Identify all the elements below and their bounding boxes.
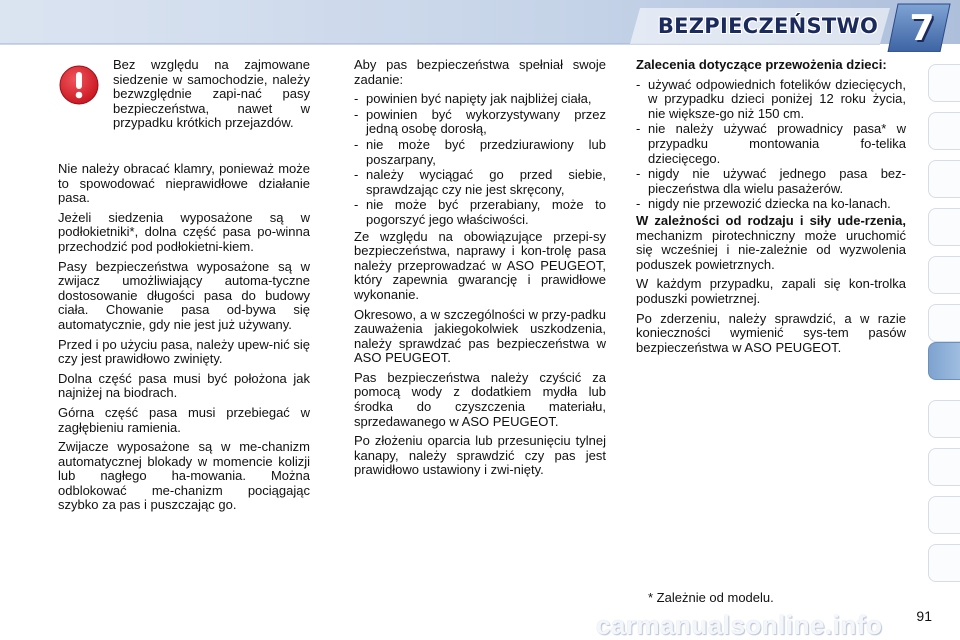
chapter-tab-10[interactable]: [928, 496, 960, 534]
paragraph: Dolna część pasa musi być położona jak najniżej na biodrach.: [58, 370, 310, 401]
paragraph: Górna część pasa musi przebiegać w zagłębieniu ramienia.: [58, 404, 310, 435]
exclamation-circle-icon: [58, 64, 100, 106]
chapter-tab-2[interactable]: [928, 112, 960, 150]
paragraph-intro: Aby pas bezpieczeństwa spełniał swoje zadanie:: [354, 57, 606, 87]
requirements-list: [354, 92, 606, 227]
warning-block: [58, 58, 310, 154]
paragraph: Po złożeniu oparcia lub przesunięciu tylnej kanapy, należy sprawdzić czy pas jest prawidłowo ustawiony i zwi-nięty.: [354, 433, 606, 478]
paragraph: Ze względu na obowiązujące przepi-sy bezpieczeństwa, naprawy i kon-trolę pasa należy przeprowadzać w ASO PEUGEOT, który zapewnia gwarancję i prawidłowe wykonanie.: [354, 228, 606, 302]
chapter-tab-3[interactable]: [928, 160, 960, 198]
watermark: carmanualsonline.info: [596, 610, 883, 640]
list-item: - używać odpowiednich fotelików dziecięcych, w przypadku dzieci poniżej 12 roku życia, nie większe-go niż 150 cm.: [636, 78, 906, 122]
list-item: - powinien być wykorzystywany przez jedną osobę dorosłą,: [354, 108, 606, 137]
list-item: - powinien być napięty jak najbliżej ciała,: [354, 92, 606, 107]
chapter-tab-1[interactable]: [928, 64, 960, 102]
paragraph-rest: mechanizm pirotechniczny może uruchomić się wcześniej i nie-zależnie od wyzwolenia poduszek powietrznych.: [636, 227, 906, 272]
section-heading: Zalecenia dotyczące przewożenia dzieci:: [636, 57, 887, 72]
paragraph: Nie należy obracać klamry, ponieważ może to spowodować nieprawidłowe działanie pasa.: [58, 161, 310, 206]
paragraph: Jeżeli siedzenia wyposażone są w podłokietniki*, dolna część pasa po-winna przechodzić pod podłokietni-kiem.: [58, 209, 310, 254]
column-left: [58, 58, 310, 518]
child-recommendations-list: [636, 78, 906, 212]
chapter-tab-4[interactable]: [928, 208, 960, 246]
paragraph-pyrotechnic: [636, 214, 906, 272]
paragraph: Przed i po użyciu pasa, należy upew-nić się czy jest prawidłowo zwinięty.: [58, 336, 310, 367]
paragraph: Zwijacze wyposażone są w me-chanizm automatycznej blokady w momencie kolizji lub nagłego ha-mowania. Można odblokować me-chanizm pociągając szybko za pas i puszczając go.: [58, 439, 310, 513]
list-item: - nigdy nie używać jednego pasa bez-pieczeństwa dla wielu pasażerów.: [636, 167, 906, 196]
chapter-tab-7-active[interactable]: [928, 342, 960, 380]
chapter-header: [0, 0, 960, 52]
list-item: - należy wyciągać go przed siebie, sprawdzając czy nie jest skręcony,: [354, 168, 606, 197]
paragraph: Po zderzeniu, należy sprawdzić, a w razie konieczności wymienić sys-tem pasów bezpieczeństwa w ASO PEUGEOT.: [636, 310, 906, 355]
list-item: - nigdy nie przewozić dziecka na ko-lanach.: [636, 197, 906, 212]
chapter-tab-9[interactable]: [928, 448, 960, 486]
chapter-tabs: [928, 64, 960, 584]
warning-text: Bez względu na zajmowane siedzenie w samochodzie, należy bezwzględnie zapi-nać pasy bezpieczeństwa, nawet w przypadku krótkich przejazdów.: [113, 57, 310, 131]
column-right: [636, 58, 906, 360]
chapter-tab-6[interactable]: [928, 304, 960, 342]
chapter-tab-11[interactable]: [928, 544, 960, 582]
paragraph: Okresowo, a w szczególności w przy-padku zauważenia jakiegokolwiek uszkodzenia, należy sprawdzać pas bezpieczeństwa w ASO PEUGEOT.: [354, 306, 606, 366]
paragraph: Pas bezpieczeństwa należy czyścić za pomocą wody z dodatkiem mydła lub środka do czyszczenia materiału, sprzedawanego w ASO PEUGEOT.: [354, 369, 606, 429]
list-item: - nie może być przerabiany, może to pogorszyć jego właściwości.: [354, 198, 606, 227]
chapter-tab-8[interactable]: [928, 400, 960, 438]
column-middle: [354, 58, 606, 483]
paragraph: W każdym przypadku, zapali się kon-trolka poduszki powietrznej.: [636, 276, 906, 306]
chapter-number: 7: [909, 8, 935, 49]
footnote: * Zależnie od modelu.: [648, 590, 774, 605]
chapter-title: BEZPIECZEŃSTWO: [657, 14, 879, 38]
chapter-tab-5[interactable]: [928, 256, 960, 294]
bold-lead: W zależności od rodzaju i siły ude-rzenia,: [636, 212, 906, 228]
list-item: - nie może być przedziurawiony lub poszarpany,: [354, 138, 606, 167]
paragraph: Pasy bezpieczeństwa wyposażone są w zwijacz umożliwiający automa-tyczne dostosowanie długości pasa do budowy ciała. Chowanie pasa od-bywa się automatycznie, gdy nie jest już używany.: [58, 258, 310, 332]
page-number: 91: [916, 608, 932, 624]
list-item: - nie należy używać prowadnicy pasa* w przypadku montowania fo-telika dziecięcego.: [636, 122, 906, 166]
